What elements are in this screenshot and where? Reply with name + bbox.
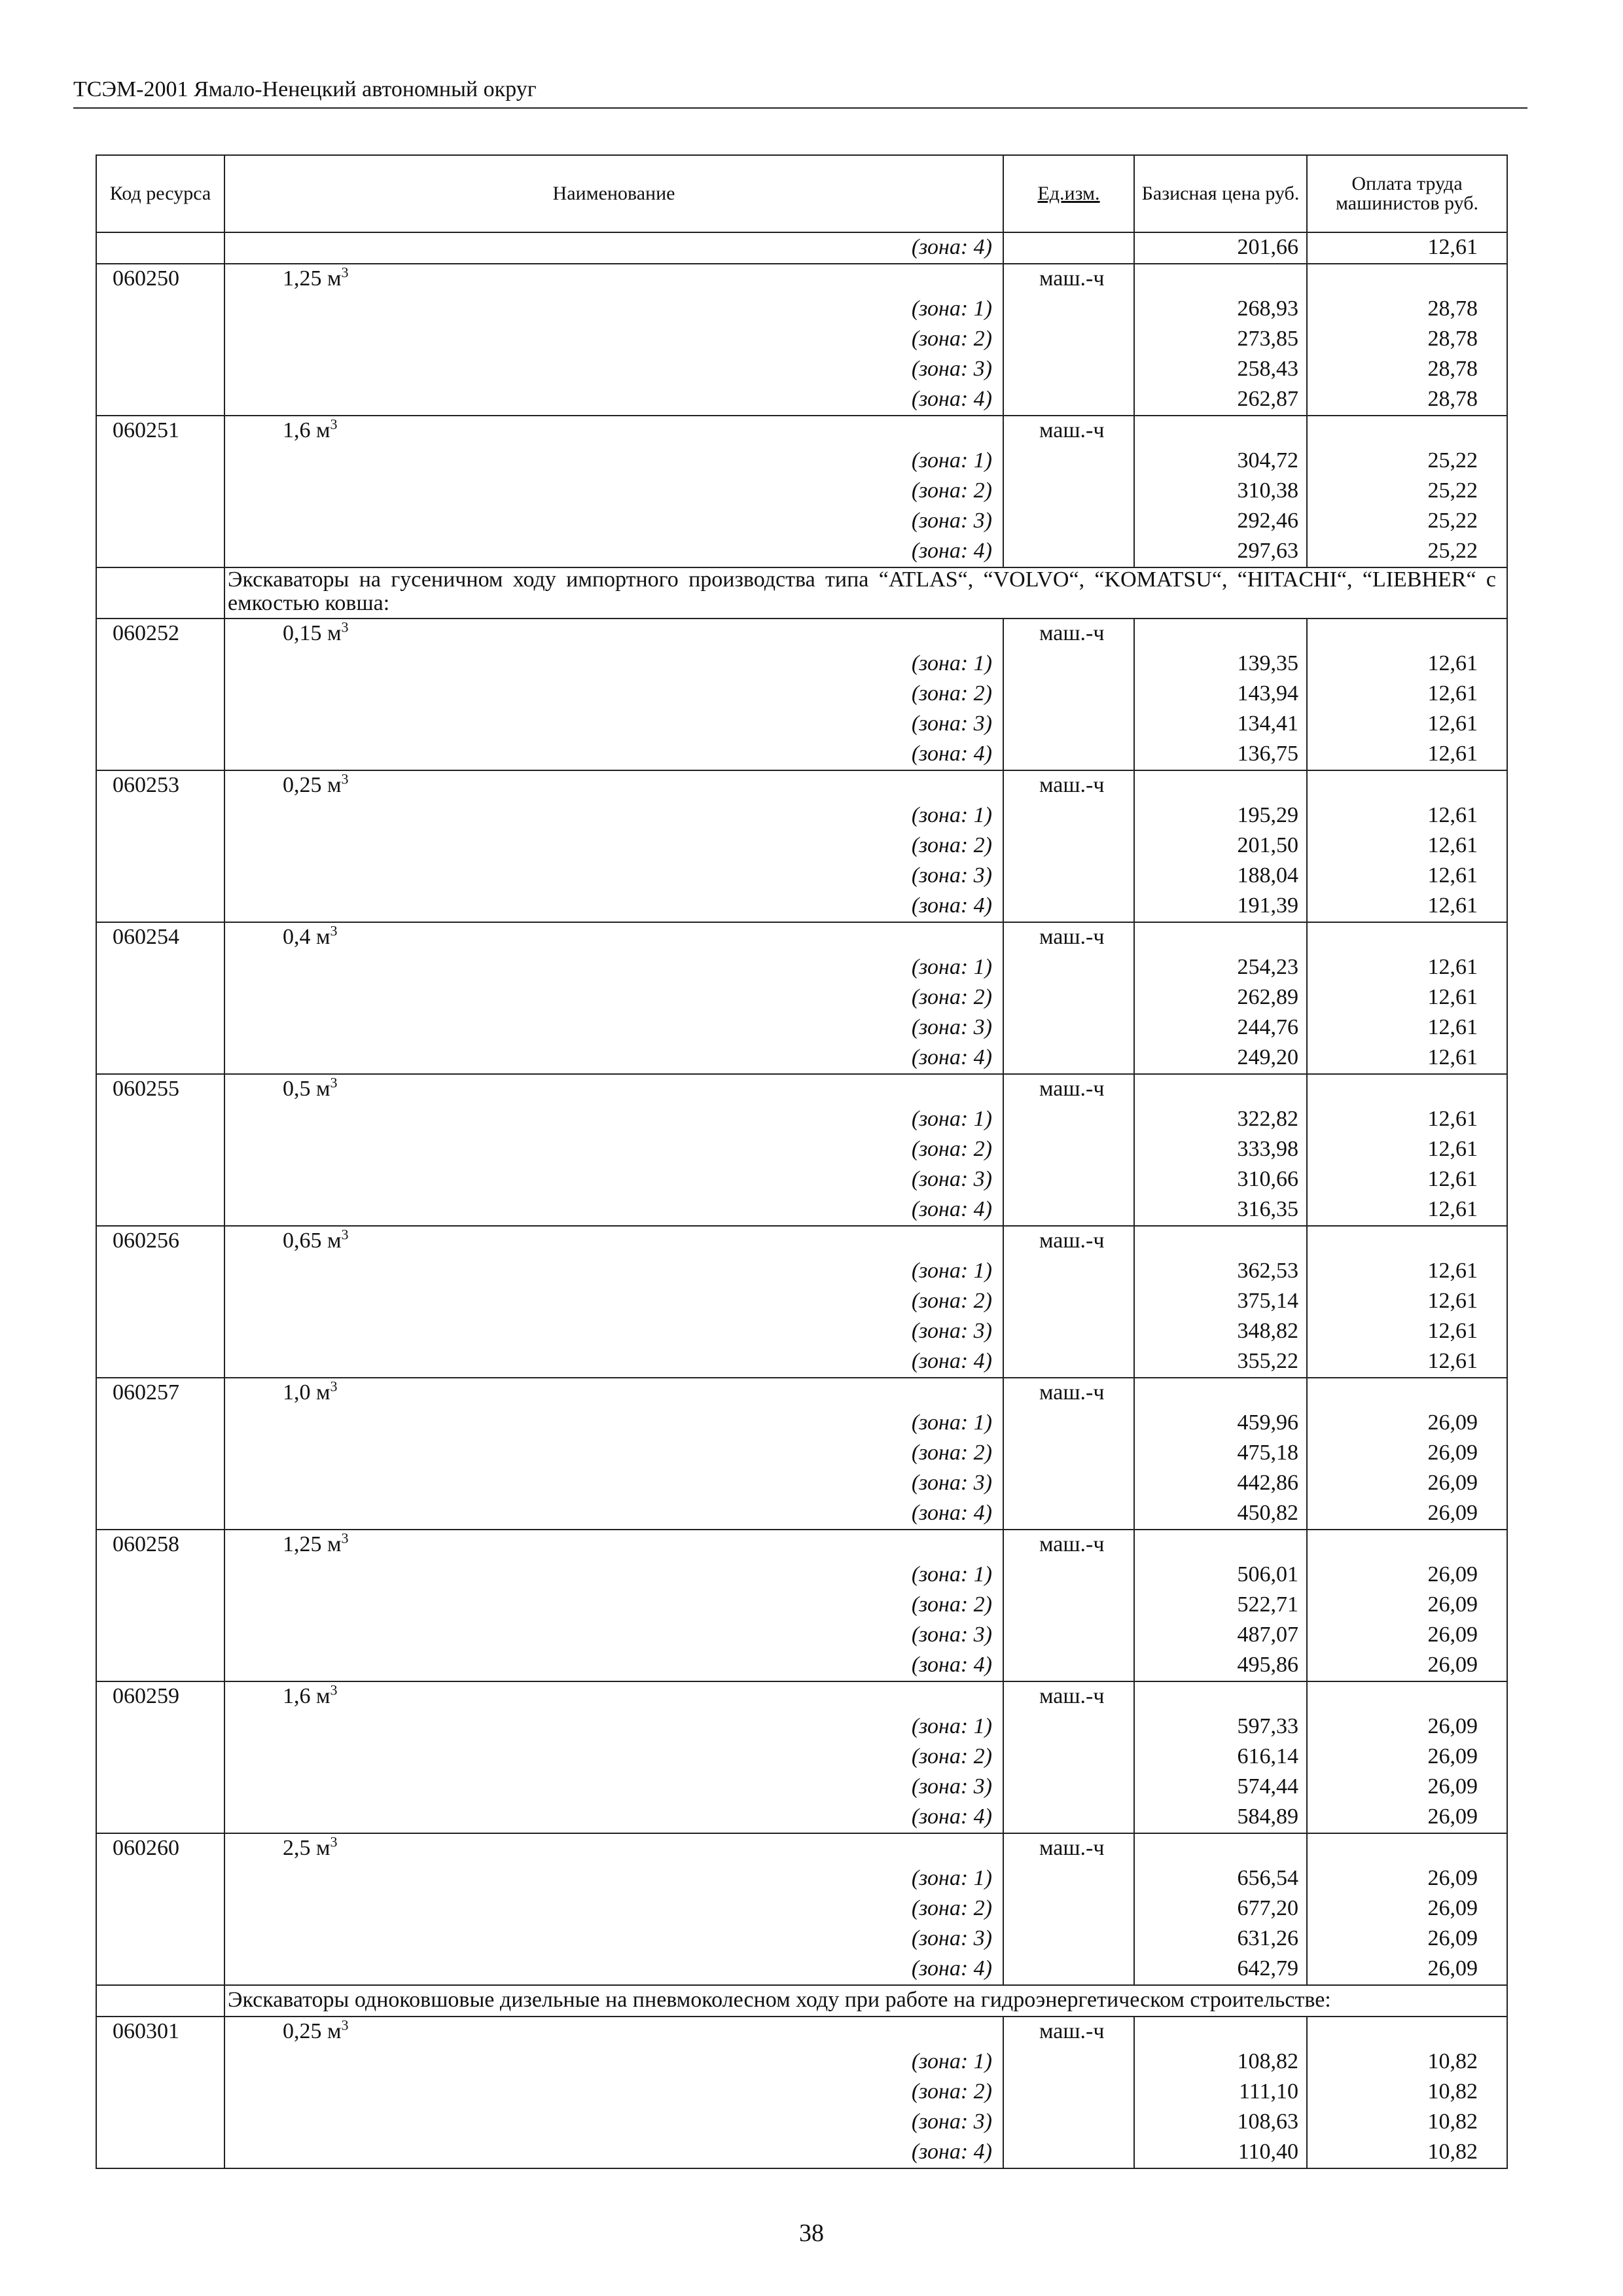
base-price-cell: 475,18 [1134, 1439, 1307, 1469]
zone-label: (зона: 2) [224, 1439, 1003, 1469]
zone-label: (зона: 4) [224, 385, 1003, 416]
base-price-cell: 268,93 [1134, 295, 1307, 325]
bucket-capacity: 0,15 м [283, 621, 342, 645]
zone-label: (зона: 2) [224, 1742, 1003, 1772]
zone-label: (зона: 1) [224, 1257, 1003, 1287]
zone-row [96, 1772, 1507, 1803]
pay-cell: 25,22 [1307, 446, 1507, 476]
pay-cell: 26,09 [1307, 1499, 1507, 1530]
zone-row [96, 1803, 1507, 1833]
pay-cell: 12,61 [1307, 831, 1507, 861]
unit-cell: маш.-ч [1003, 416, 1134, 446]
pay-cell: 26,09 [1307, 1408, 1507, 1439]
base-price-cell: 273,85 [1134, 325, 1307, 355]
zone-row [96, 861, 1507, 891]
bucket-capacity: 0,25 м [283, 2019, 342, 2043]
resource-row [96, 922, 1507, 953]
resource-name [224, 1681, 1003, 1712]
zone-row [96, 355, 1507, 385]
resource-code: 060257 [96, 1378, 224, 1408]
resource-name [224, 1378, 1003, 1408]
cubic-superscript: 3 [341, 619, 349, 636]
zone-row [96, 1924, 1507, 1954]
base-price-cell: 656,54 [1134, 1864, 1307, 1894]
base-price-cell: 375,14 [1134, 1287, 1307, 1317]
zone-label: (зона: 2) [224, 2077, 1003, 2108]
resource-row [96, 1226, 1507, 1257]
zone-row [96, 1257, 1507, 1287]
base-price-cell: 348,82 [1134, 1317, 1307, 1347]
pay-cell: 12,61 [1307, 861, 1507, 891]
zone-row [96, 1469, 1507, 1499]
zone-label: (зона: 1) [224, 953, 1003, 983]
resource-code: 060251 [96, 416, 224, 446]
zone-row [96, 649, 1507, 679]
resource-name [224, 1530, 1003, 1560]
resource-name [224, 1833, 1003, 1864]
pay-cell: 26,09 [1307, 1712, 1507, 1742]
zone-row [96, 1894, 1507, 1924]
resource-row [96, 2017, 1507, 2047]
zone-row [96, 1499, 1507, 1530]
zone-label: (зона: 4) [224, 2138, 1003, 2168]
resource-row [96, 1378, 1507, 1408]
resource-code: 060255 [96, 1074, 224, 1105]
unit-cell: маш.-ч [1003, 1833, 1134, 1864]
resource-code: 060253 [96, 770, 224, 801]
header-name: Наименование [224, 155, 1003, 232]
zone-label: (зона: 3) [224, 355, 1003, 385]
zone-row [96, 1165, 1507, 1195]
table-header-row [96, 155, 1507, 232]
zone-label: (зона: 4) [224, 1195, 1003, 1226]
unit-cell: маш.-ч [1003, 2017, 1134, 2047]
zone-row [96, 1651, 1507, 1681]
zone-row [96, 537, 1507, 567]
pay-cell: 12,61 [1307, 953, 1507, 983]
base-price-cell: 201,50 [1134, 831, 1307, 861]
pay-cell: 26,09 [1307, 1560, 1507, 1590]
zone-row [96, 1347, 1507, 1378]
zone-label: (зона: 4) [224, 1043, 1003, 1074]
pay-cell: 12,61 [1307, 1317, 1507, 1347]
base-price-cell: 195,29 [1134, 801, 1307, 831]
resource-name [224, 619, 1003, 649]
base-price-cell: 631,26 [1134, 1924, 1307, 1954]
base-price-cell: 262,89 [1134, 983, 1307, 1013]
table-row [96, 232, 1507, 264]
base-price-cell: 616,14 [1134, 1742, 1307, 1772]
pay-cell: 28,78 [1307, 385, 1507, 416]
zone-row [96, 1712, 1507, 1742]
zone-row [96, 1621, 1507, 1651]
pay-cell: 26,09 [1307, 1621, 1507, 1651]
base-price-cell: 574,44 [1134, 1772, 1307, 1803]
header-code: Код ресурса [96, 155, 224, 232]
base-price-cell: 677,20 [1134, 1894, 1307, 1924]
pay-cell: 25,22 [1307, 476, 1507, 507]
page-number: 38 [799, 2219, 824, 2247]
pay-cell: 12,61 [1307, 709, 1507, 740]
base-price-cell: 584,89 [1134, 1803, 1307, 1833]
page-header [73, 73, 1527, 109]
base-price-cell: 316,35 [1134, 1195, 1307, 1226]
pay-cell: 26,09 [1307, 1590, 1507, 1621]
zone-row [96, 1864, 1507, 1894]
resource-name [224, 770, 1003, 801]
resource-row [96, 264, 1507, 295]
pay-cell: 10,82 [1307, 2077, 1507, 2108]
resource-row [96, 1681, 1507, 1712]
zone-label: (зона: 4) [224, 1954, 1003, 1985]
resource-code: 060256 [96, 1226, 224, 1257]
section-heading-row [96, 1985, 1507, 2017]
bucket-capacity: 1,25 м [283, 266, 342, 291]
zone-label: (зона: 1) [224, 446, 1003, 476]
zone-row [96, 679, 1507, 709]
bucket-capacity: 0,25 м [283, 773, 342, 797]
pay-cell: 12,61 [1307, 1135, 1507, 1165]
resource-code: 060252 [96, 619, 224, 649]
pay-cell: 12,61 [1307, 1165, 1507, 1195]
bucket-capacity: 0,65 м [283, 1229, 342, 1253]
base-price-cell: 258,43 [1134, 355, 1307, 385]
resource-code: 060250 [96, 264, 224, 295]
zone-row [96, 1439, 1507, 1469]
resource-code: 060258 [96, 1530, 224, 1560]
pay-cell: 26,09 [1307, 1439, 1507, 1469]
zone-label: (зона: 1) [224, 1712, 1003, 1742]
base-price-cell: 642,79 [1134, 1954, 1307, 1985]
zone-row [96, 1013, 1507, 1043]
zone-row [96, 385, 1507, 416]
resource-name [224, 922, 1003, 953]
zone-label: (зона: 3) [224, 1165, 1003, 1195]
zone-row [96, 740, 1507, 770]
header-unit: Ед.изм. [1003, 155, 1134, 232]
pay-cell: 12,61 [1307, 232, 1507, 264]
zone-label: (зона: 1) [224, 1105, 1003, 1135]
zone-row [96, 891, 1507, 922]
cubic-superscript: 3 [330, 1681, 338, 1698]
base-price-cell: 292,46 [1134, 507, 1307, 537]
zone-label: (зона: 4) [224, 1347, 1003, 1378]
zone-row [96, 1560, 1507, 1590]
zone-row [96, 2138, 1507, 2168]
unit-cell: маш.-ч [1003, 1226, 1134, 1257]
base-price-cell: 297,63 [1134, 537, 1307, 567]
zone-label: (зона: 3) [224, 1772, 1003, 1803]
cubic-superscript: 3 [341, 1226, 349, 1243]
unit-cell: маш.-ч [1003, 1530, 1134, 1560]
pay-cell: 28,78 [1307, 355, 1507, 385]
section-title: Экскаваторы на гусеничном ходу импортного производства типа “ATLAS“, “VOLVO“, “KOMATSU“, “HITACHI“, “LIEBHER“ с емкостью ковша: [224, 567, 1507, 619]
base-price-cell: 597,33 [1134, 1712, 1307, 1742]
zone-row [96, 1742, 1507, 1772]
base-price-cell: 442,86 [1134, 1469, 1307, 1499]
base-price-cell: 249,20 [1134, 1043, 1307, 1074]
unit-cell: маш.-ч [1003, 922, 1134, 953]
zone-label: (зона: 2) [224, 476, 1003, 507]
pay-cell: 28,78 [1307, 325, 1507, 355]
zone-label: (зона: 3) [224, 1469, 1003, 1499]
zone-label: (зона: 1) [224, 295, 1003, 325]
cubic-superscript: 3 [330, 416, 338, 433]
bucket-capacity: 1,25 м [283, 1532, 342, 1556]
zone-row [96, 507, 1507, 537]
pay-cell: 28,78 [1307, 295, 1507, 325]
pay-cell: 26,09 [1307, 1651, 1507, 1681]
pay-cell: 12,61 [1307, 649, 1507, 679]
zone-row [96, 446, 1507, 476]
resource-row [96, 1833, 1507, 1864]
zone-label: (зона: 1) [224, 2047, 1003, 2077]
pay-cell: 12,61 [1307, 1105, 1507, 1135]
bucket-capacity: 1,0 м [283, 1380, 330, 1405]
unit-cell: маш.-ч [1003, 1378, 1134, 1408]
base-price-cell: 310,38 [1134, 476, 1307, 507]
base-price-cell: 201,66 [1134, 232, 1307, 264]
zone-label: (зона: 2) [224, 325, 1003, 355]
zone-label: (зона: 3) [224, 1924, 1003, 1954]
zone-label: (зона: 2) [224, 1287, 1003, 1317]
resource-code: 060259 [96, 1681, 224, 1712]
base-price-cell: 495,86 [1134, 1651, 1307, 1681]
unit-cell: маш.-ч [1003, 770, 1134, 801]
pay-cell: 25,22 [1307, 507, 1507, 537]
zone-label: (зона: 4) [224, 891, 1003, 922]
unit-cell: маш.-ч [1003, 1681, 1134, 1712]
pay-cell: 12,61 [1307, 1195, 1507, 1226]
zone-label: (зона: 4) [224, 1651, 1003, 1681]
zone-row [96, 709, 1507, 740]
zone-label: (зона: 3) [224, 2108, 1003, 2138]
resource-row [96, 770, 1507, 801]
base-price-cell: 304,72 [1134, 446, 1307, 476]
zone-label: (зона: 1) [224, 801, 1003, 831]
zone-label: (зона: 2) [224, 831, 1003, 861]
base-price-cell: 110,40 [1134, 2138, 1307, 2168]
base-price-cell: 191,39 [1134, 891, 1307, 922]
cubic-superscript: 3 [341, 2017, 349, 2034]
pay-cell: 12,61 [1307, 679, 1507, 709]
header-base-price: Базисная цена руб. [1134, 155, 1307, 232]
zone-label: (зона: 2) [224, 1135, 1003, 1165]
pay-cell: 26,09 [1307, 1742, 1507, 1772]
pay-cell: 12,61 [1307, 740, 1507, 770]
base-price-cell: 111,10 [1134, 2077, 1307, 2108]
resource-row [96, 619, 1507, 649]
cubic-superscript: 3 [341, 1530, 349, 1547]
zone-label: (зона: 1) [224, 1408, 1003, 1439]
pay-cell: 10,82 [1307, 2047, 1507, 2077]
zone-label: (зона: 4) [224, 1803, 1003, 1833]
resource-name [224, 416, 1003, 446]
zone-label: (зона: 2) [224, 983, 1003, 1013]
pay-cell: 12,61 [1307, 1287, 1507, 1317]
zone-label: (зона: 3) [224, 1013, 1003, 1043]
pay-cell: 10,82 [1307, 2138, 1507, 2168]
zone-label: (зона: 3) [224, 507, 1003, 537]
zone-row [96, 2047, 1507, 2077]
resource-code: 060260 [96, 1833, 224, 1864]
base-price-cell: 143,94 [1134, 679, 1307, 709]
pay-cell: 12,61 [1307, 1013, 1507, 1043]
zone-label: (зона: 3) [224, 1621, 1003, 1651]
zone-row [96, 1287, 1507, 1317]
base-price-cell: 108,63 [1134, 2108, 1307, 2138]
zone-row [96, 1408, 1507, 1439]
resource-name [224, 2017, 1003, 2047]
unit-cell: маш.-ч [1003, 1074, 1134, 1105]
base-price-cell: 136,75 [1134, 740, 1307, 770]
base-price-cell: 487,07 [1134, 1621, 1307, 1651]
pay-cell: 26,09 [1307, 1772, 1507, 1803]
pay-cell: 12,61 [1307, 1347, 1507, 1378]
document-title: ТСЭМ-2001 Ямало-Ненецкий автономный округ [73, 77, 537, 101]
zone-label: (зона: 2) [224, 1894, 1003, 1924]
zone-row [96, 831, 1507, 861]
zone-label: (зона: 2) [224, 679, 1003, 709]
zone-row [96, 801, 1507, 831]
zone-row [96, 1105, 1507, 1135]
zone-row [96, 2108, 1507, 2138]
zone-row [96, 1590, 1507, 1621]
pay-cell: 25,22 [1307, 537, 1507, 567]
bucket-capacity: 1,6 м [283, 1684, 330, 1708]
bucket-capacity: 0,5 м [283, 1077, 330, 1101]
zone-row [96, 476, 1507, 507]
zone-row [96, 295, 1507, 325]
zone-row [96, 1317, 1507, 1347]
pay-cell: 26,09 [1307, 1469, 1507, 1499]
cubic-superscript: 3 [330, 1833, 338, 1850]
cubic-superscript: 3 [341, 264, 349, 281]
zone-row [96, 2077, 1507, 2108]
pay-cell: 12,61 [1307, 983, 1507, 1013]
resource-name [224, 1074, 1003, 1105]
resource-row [96, 1530, 1507, 1560]
zone-label: (зона: 3) [224, 1317, 1003, 1347]
table-body [96, 232, 1507, 2168]
resource-row [96, 1074, 1507, 1105]
base-price-cell: 362,53 [1134, 1257, 1307, 1287]
zone-label: (зона: 4) [224, 537, 1003, 567]
base-price-cell: 188,04 [1134, 861, 1307, 891]
pay-cell: 12,61 [1307, 801, 1507, 831]
bucket-capacity: 2,5 м [283, 1836, 330, 1860]
section-heading-row [96, 567, 1507, 619]
pay-cell: 12,61 [1307, 891, 1507, 922]
zone-row [96, 1043, 1507, 1074]
cubic-superscript: 3 [341, 770, 349, 787]
pay-cell: 26,09 [1307, 1924, 1507, 1954]
zone-label: (зона: 4) [224, 1499, 1003, 1530]
pay-cell: 26,09 [1307, 1803, 1507, 1833]
pay-cell: 12,61 [1307, 1043, 1507, 1074]
base-price-cell: 450,82 [1134, 1499, 1307, 1530]
zone-label: (зона: 1) [224, 1864, 1003, 1894]
base-price-cell: 322,82 [1134, 1105, 1307, 1135]
bucket-capacity: 0,4 м [283, 925, 330, 949]
pay-cell: 12,61 [1307, 1257, 1507, 1287]
base-price-cell: 506,01 [1134, 1560, 1307, 1590]
base-price-cell: 108,82 [1134, 2047, 1307, 2077]
base-price-cell: 522,71 [1134, 1590, 1307, 1621]
zone-label: (зона: 4) [224, 740, 1003, 770]
zone-row [96, 325, 1507, 355]
zone-label: (зона: 1) [224, 649, 1003, 679]
resource-price-table [96, 154, 1508, 2169]
base-price-cell: 134,41 [1134, 709, 1307, 740]
base-price-cell: 310,66 [1134, 1165, 1307, 1195]
pay-cell: 26,09 [1307, 1894, 1507, 1924]
resource-row [96, 416, 1507, 446]
base-price-cell: 254,23 [1134, 953, 1307, 983]
zone-label: (зона: 2) [224, 1590, 1003, 1621]
pay-cell: 26,09 [1307, 1864, 1507, 1894]
zone-row [96, 1135, 1507, 1165]
base-price-cell: 459,96 [1134, 1408, 1307, 1439]
cubic-superscript: 3 [330, 1378, 338, 1395]
zone-row [96, 953, 1507, 983]
cubic-superscript: 3 [330, 922, 338, 939]
resource-code: 060254 [96, 922, 224, 953]
unit-cell: маш.-ч [1003, 264, 1134, 295]
resource-name [224, 1226, 1003, 1257]
unit-cell: маш.-ч [1003, 619, 1134, 649]
resource-code: 060301 [96, 2017, 224, 2047]
zone-row [96, 1195, 1507, 1226]
zone-row [96, 983, 1507, 1013]
base-price-cell: 333,98 [1134, 1135, 1307, 1165]
base-price-cell: 139,35 [1134, 649, 1307, 679]
zone-label: (зона: 3) [224, 861, 1003, 891]
zone-row [96, 1954, 1507, 1985]
section-title: Экскаваторы одноковшовые дизельные на пневмоколесном ходу при работе на гидроэнергетическом строительстве: [224, 1985, 1507, 2017]
header-pay: Оплата труда машинистов руб. [1307, 155, 1507, 232]
cubic-superscript: 3 [330, 1074, 338, 1091]
resource-name [224, 264, 1003, 295]
base-price-cell: 244,76 [1134, 1013, 1307, 1043]
zone-label: (зона: 4) [224, 232, 1003, 264]
zone-label: (зона: 3) [224, 709, 1003, 740]
pay-cell: 26,09 [1307, 1954, 1507, 1985]
base-price-cell: 262,87 [1134, 385, 1307, 416]
bucket-capacity: 1,6 м [283, 418, 330, 442]
pay-cell: 10,82 [1307, 2108, 1507, 2138]
zone-label: (зона: 1) [224, 1560, 1003, 1590]
base-price-cell: 355,22 [1134, 1347, 1307, 1378]
